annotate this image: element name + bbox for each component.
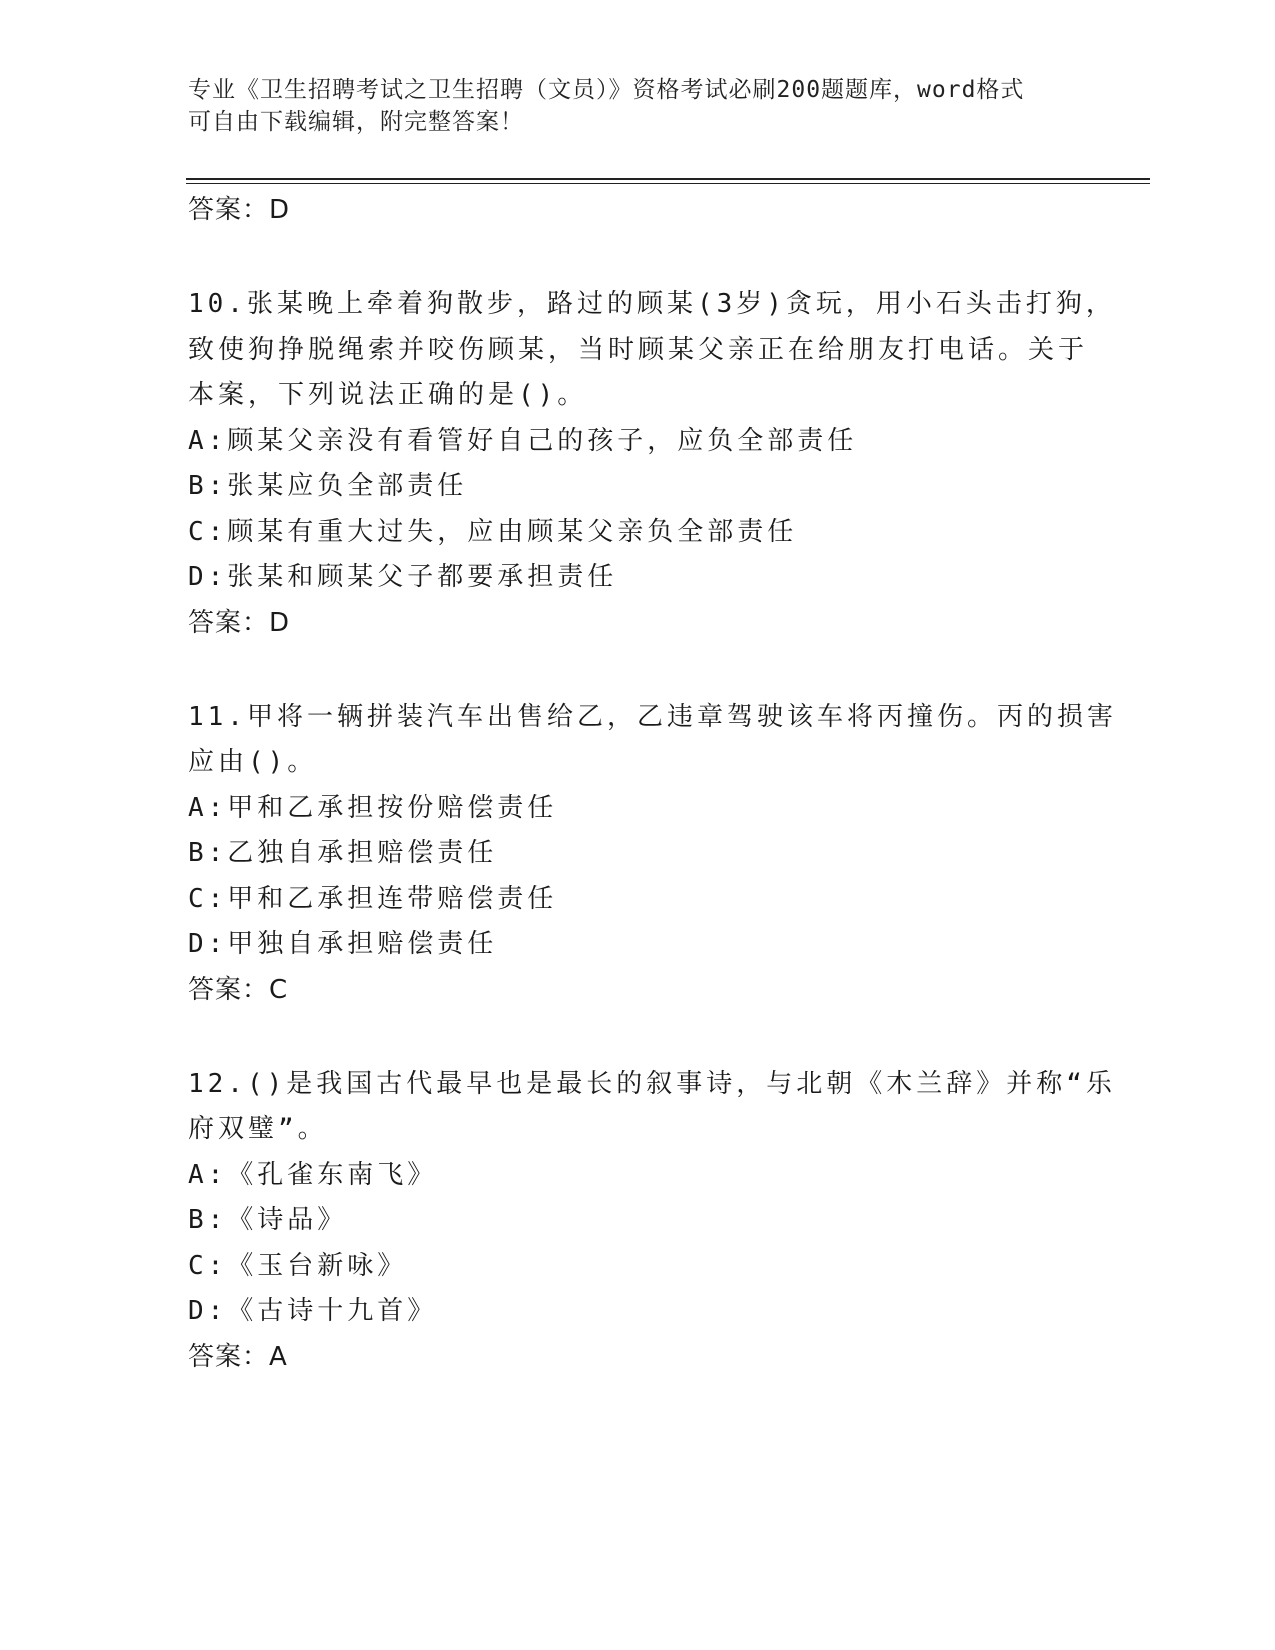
stem-line: 12.()是我国古代最早也是最长的叙事诗，与北朝《木兰辞》并称“乐 xyxy=(188,1068,1116,1099)
option-c: C:《玉台新咏》 xyxy=(188,1250,408,1281)
question-10 xyxy=(188,282,1116,645)
option-c: C:顾某有重大过失，应由顾某父亲负全部责任 xyxy=(188,516,798,547)
spacer xyxy=(188,232,1088,282)
question-list xyxy=(188,188,1117,1379)
question-stem xyxy=(188,1062,1116,1153)
question-stem xyxy=(188,695,1117,786)
option-c: C:甲和乙承担连带赔偿责任 xyxy=(188,883,558,914)
question-11 xyxy=(188,695,1117,1012)
option-b: B:乙独自承担赔偿责任 xyxy=(188,838,498,868)
spacer xyxy=(188,645,1088,695)
stem-line: 10.张某晚上牵着狗散步，路过的顾某(3岁)贪玩，用小石头击打狗， xyxy=(188,289,1116,319)
previous-answer: 答案：D xyxy=(188,195,291,225)
option-a: A:《孔雀东南飞》 xyxy=(188,1159,438,1190)
header-line-1: 专业《卫生招聘考试之卫生招聘（文员）》资格考试必刷200题题库，word格式 xyxy=(188,77,1025,103)
answer: 答案：A xyxy=(188,1341,288,1372)
answer: 答案：D xyxy=(188,607,291,638)
option-a: A:顾某父亲没有看管好自己的孩子，应负全部责任 xyxy=(188,425,858,456)
header-line-2: 可自由下载编辑，附完整答案！ xyxy=(188,109,524,135)
stem-line: 11.甲将一辆拼装汽车出售给乙，乙违章驾驶该车将丙撞伤。丙的损害 xyxy=(188,701,1117,732)
option-d: D:《古诗十九首》 xyxy=(188,1296,438,1326)
header-divider-thin xyxy=(186,183,1150,184)
option-b: B:张某应负全部责任 xyxy=(188,471,468,501)
header-divider-thick xyxy=(186,178,1150,180)
stem-line: 应由()。 xyxy=(188,747,318,777)
document-header xyxy=(188,74,1068,138)
question-stem xyxy=(188,282,1116,419)
stem-line: 致使狗挣脱绳索并咬伤顾某，当时顾某父亲正在给朋友打电话。关于 xyxy=(188,334,1089,365)
question-12 xyxy=(188,1062,1116,1379)
stem-line: 本案，下列说法正确的是()。 xyxy=(188,380,588,410)
answer: 答案：C xyxy=(188,974,289,1005)
option-d: D:张某和顾某父子都要承担责任 xyxy=(188,562,618,592)
option-d: D:甲独自承担赔偿责任 xyxy=(188,929,498,959)
option-a: A:甲和乙承担按份赔偿责任 xyxy=(188,792,558,823)
spacer xyxy=(188,1012,1088,1062)
option-b: B:《诗品》 xyxy=(188,1205,348,1235)
stem-line: 府双璧”。 xyxy=(188,1114,328,1144)
